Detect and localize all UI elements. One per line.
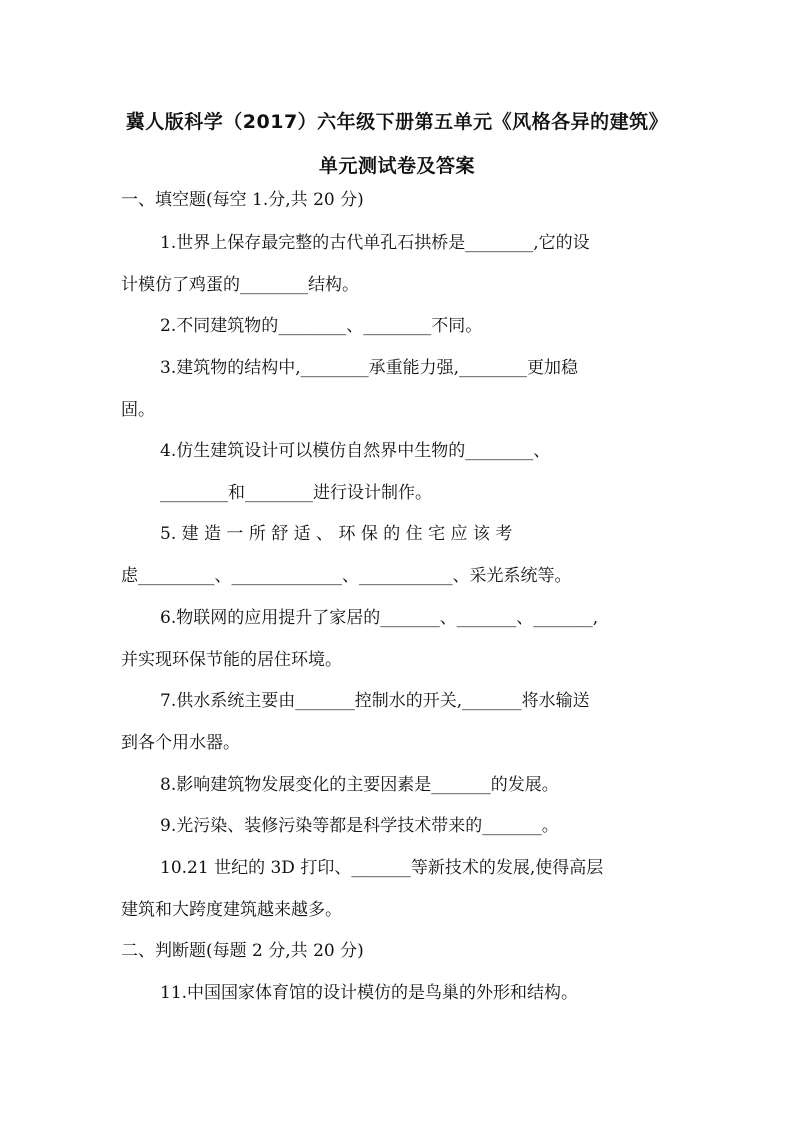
document-subtitle: 单元测试卷及答案 bbox=[318, 155, 475, 177]
question-10-line-2: 建筑和大跨度建筑越来越多。 bbox=[121, 900, 342, 920]
question-7-line-2: 到各个用水器。 bbox=[121, 733, 240, 753]
question-6-line-1: 6.物联网的应用提升了家居的_______、_______、_______, bbox=[160, 608, 599, 628]
question-1-line-1: 1.世界上保存最完整的古代单孔石拱桥是________,它的设 bbox=[160, 233, 590, 253]
question-5-line-1: 5. 建 造 一 所 舒 适 、 环 保 的 住 宅 应 该 考 bbox=[160, 524, 513, 544]
question-3-line-2: 固。 bbox=[121, 400, 155, 420]
question-1-line-2: 计模仿了鸡蛋的________结构。 bbox=[121, 275, 359, 295]
question-9: 9.光污染、装修污染等都是科学技术带来的_______。 bbox=[160, 816, 559, 836]
question-5-line-2: 虑_________、_____________、___________、采光系统等。 bbox=[121, 566, 572, 586]
question-7-line-1: 7.供水系统主要由_______控制水的开关,_______将水输送 bbox=[160, 691, 590, 711]
question-3-line-1: 3.建筑物的结构中,________承重能力强,________更加稳 bbox=[160, 358, 579, 378]
section-heading-fill-in: 一、填空题(每空 1.分,共 20 分) bbox=[121, 190, 364, 210]
question-8: 8.影响建筑物发展变化的主要因素是_______的发展。 bbox=[160, 775, 559, 795]
question-10-line-1: 10.21 世纪的 3D 打印、_______等新技术的发展,使得高层 bbox=[160, 858, 604, 878]
question-4-line-2: ________和________进行设计制作。 bbox=[160, 483, 432, 503]
document-title: 冀人版科学（2017）六年级下册第五单元《风格各异的建筑》 bbox=[125, 111, 669, 133]
question-2: 2.不同建筑物的________、________不同。 bbox=[160, 316, 483, 336]
question-4-line-1: 4.仿生建筑设计可以模仿自然界中生物的________、 bbox=[160, 441, 551, 461]
section-heading-true-false: 二、判断题(每题 2 分,共 20 分) bbox=[121, 941, 364, 961]
question-11: 11.中国国家体育馆的设计模仿的是鸟巢的外形和结构。 bbox=[160, 983, 579, 1003]
question-6-line-2: 并实现环保节能的居住环境。 bbox=[121, 650, 342, 670]
